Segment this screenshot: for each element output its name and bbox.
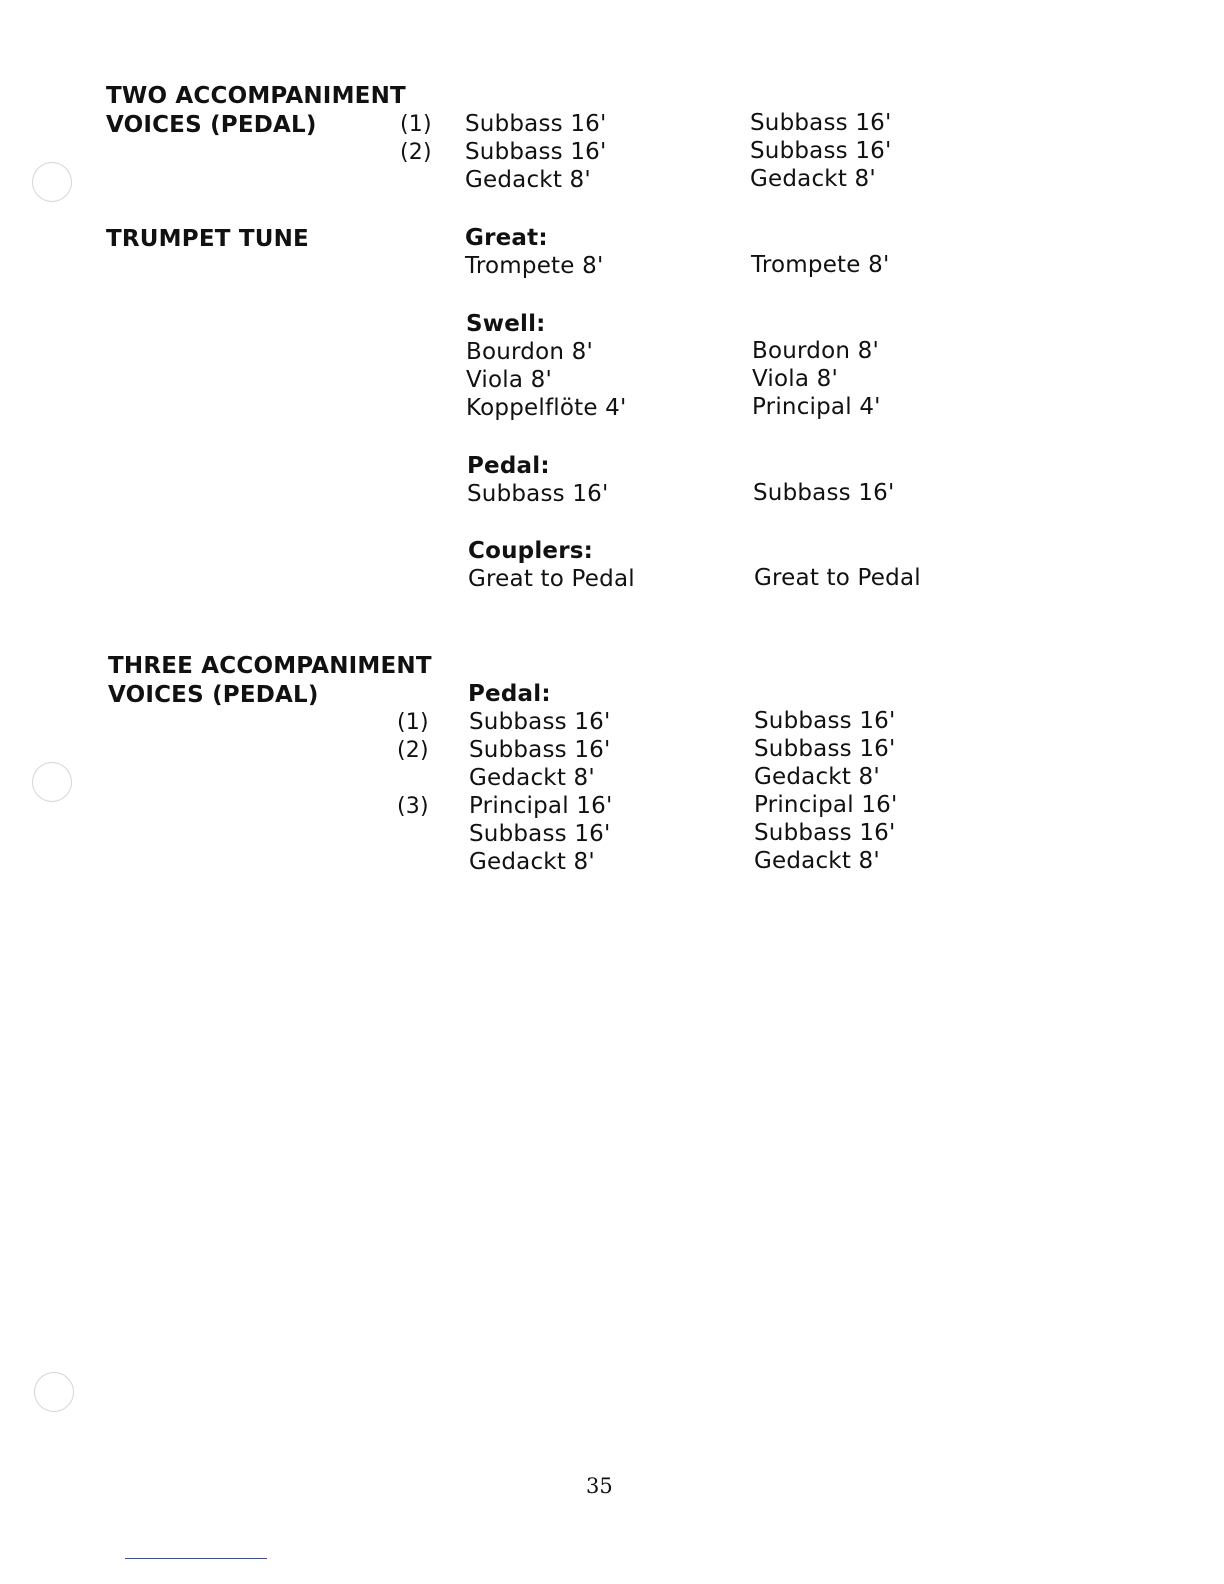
section-title-three-voices-line2: VOICES (PEDAL) bbox=[108, 682, 319, 708]
stop-col1: Trompete 8' bbox=[465, 253, 604, 279]
stop-col1: Subbass 16' bbox=[465, 139, 607, 165]
stop-col2: Bourdon 8' bbox=[752, 338, 879, 364]
section-title-three-voices-line1: THREE ACCOMPANIMENT bbox=[108, 653, 432, 679]
stop-col2: Great to Pedal bbox=[754, 565, 921, 591]
stop-col1: Koppelflöte 4' bbox=[466, 395, 627, 421]
stop-col2: Principal 16' bbox=[754, 792, 898, 818]
stop-col2: Gedackt 8' bbox=[750, 166, 876, 192]
division-heading-pedal: Pedal: bbox=[467, 453, 550, 479]
stop-col1: Gedackt 8' bbox=[465, 167, 591, 193]
stop-col1: Subbass 16' bbox=[469, 821, 611, 847]
variant-number: (2) bbox=[400, 140, 432, 165]
stop-col2: Subbass 16' bbox=[754, 820, 896, 846]
stop-col1: Subbass 16' bbox=[467, 481, 609, 507]
stop-col2: Subbass 16' bbox=[754, 736, 896, 762]
stop-col1: Bourdon 8' bbox=[466, 339, 593, 365]
stop-col2: Gedackt 8' bbox=[754, 848, 880, 874]
stop-col1: Subbass 16' bbox=[469, 709, 611, 735]
variant-number: (1) bbox=[397, 710, 429, 735]
variant-number: (1) bbox=[400, 112, 432, 137]
stop-col2: Subbass 16' bbox=[750, 138, 892, 164]
stop-col2: Subbass 16' bbox=[753, 480, 895, 506]
stop-col2: Viola 8' bbox=[752, 366, 839, 392]
stop-col1: Viola 8' bbox=[466, 367, 553, 393]
stop-col2: Principal 4' bbox=[752, 394, 881, 420]
stop-col1: Gedackt 8' bbox=[469, 765, 595, 791]
punch-hole-bottom bbox=[34, 1372, 74, 1412]
division-heading-pedal: Pedal: bbox=[468, 681, 551, 707]
section-title-two-voices-line2: VOICES (PEDAL) bbox=[106, 112, 317, 138]
section-title-two-voices-line1: TWO ACCOMPANIMENT bbox=[106, 83, 406, 109]
page-number: 35 bbox=[586, 1474, 613, 1498]
stop-col1: Great to Pedal bbox=[468, 566, 635, 592]
stop-col2: Subbass 16' bbox=[754, 708, 896, 734]
division-heading-swell: Swell: bbox=[466, 311, 546, 337]
stop-col2: Subbass 16' bbox=[750, 110, 892, 136]
bottom-rule bbox=[125, 1558, 267, 1559]
punch-hole-top bbox=[32, 162, 72, 202]
variant-number: (2) bbox=[397, 738, 429, 763]
stop-col1: Subbass 16' bbox=[465, 111, 607, 137]
division-heading-couplers: Couplers: bbox=[468, 538, 594, 564]
stop-col2: Trompete 8' bbox=[751, 252, 890, 278]
stop-col1: Subbass 16' bbox=[469, 737, 611, 763]
punch-hole-middle bbox=[32, 762, 72, 802]
stop-col2: Gedackt 8' bbox=[754, 764, 880, 790]
stop-col1: Principal 16' bbox=[469, 793, 613, 819]
variant-number: (3) bbox=[397, 794, 429, 819]
stop-col1: Gedackt 8' bbox=[469, 849, 595, 875]
section-title-trumpet-tune: TRUMPET TUNE bbox=[106, 226, 309, 252]
division-heading-great: Great: bbox=[465, 225, 548, 251]
